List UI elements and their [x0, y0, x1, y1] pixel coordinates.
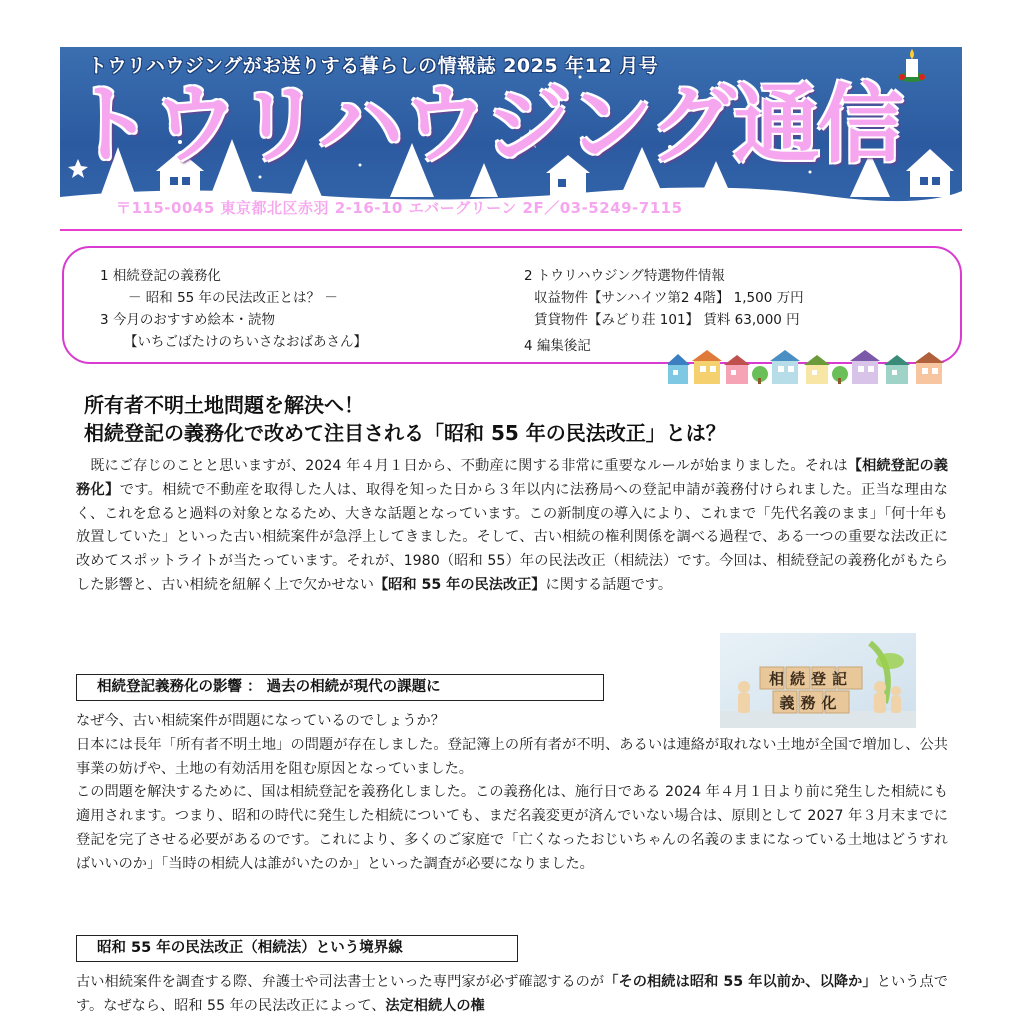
- photo-label-line-1: 相続登記: [768, 670, 854, 688]
- toc-item-3: 3 今月のおすすめ絵本・読物: [100, 312, 276, 328]
- section-2-bold-1: 「その相続は昭和 55 年以前か、以降か」: [604, 974, 877, 990]
- newsletter-title: トウリハウジング通信: [68, 75, 902, 175]
- headline-line-2: 相続登記の義務化で改めて注目される「昭和 55 年の民法改正」とは？: [84, 421, 726, 445]
- houses-illustration: [668, 350, 948, 384]
- toc-item-2: 2 トウリハウジング特選物件情報: [524, 268, 725, 284]
- section-1-body: なぜ今、古い相続案件が問題になっているのでしょうか？ 日本には長年「所有者不明土地」の問題が存在しました。登記簿上の所有者が不明、あるいは連絡が取れない土地が全国で増加し、公共事業の妨げや、土地の有効活用を阻む原因となっていました。 この問題を解決するために、国は相続登記を義務化しました。この義務化は、施行日である 2024 年４月１日より前に発生した相続にも適用されます。つまり、昭和の時代に発生した相続についても、まだ名義変更が済んでいない場合は、原則として 2027 年３月末までに登記を完了させる必要があるのです。これにより、多くのご家庭で「亡くなったおじいちゃんの名義のままになっている土地はどうすればいいのか」「当時の相続人は誰がいたのか」といった調査が必要になりました。: [76, 713, 948, 872]
- toc-item-1: 1 相続登記の義務化: [100, 268, 221, 284]
- toc-item-3-sub: 【いちごばたけのちいさなおばあさん】: [124, 334, 367, 350]
- section-2-bold-2: 法定相続人の権: [385, 997, 485, 1014]
- photo-label-line-2: 義務化: [779, 694, 843, 712]
- article-headline: [84, 391, 964, 447]
- toc-item-2-line1: 収益物件【サンハイツ第2 4階】 1,500 万円: [534, 290, 804, 306]
- toc-item-4: 4 編集後記: [524, 338, 591, 354]
- intro-text-3: に関する話題です。: [545, 576, 673, 593]
- company-address: 〒115-0045 東京都北区赤羽 2-16-10 エバーグリーン 2F／03-5249-7115: [116, 199, 683, 217]
- section-2-text-1: 古い相続案件を調査する際、弁護士や司法書士といった専門家が必ず確認するのが: [76, 974, 605, 990]
- section-1-heading: 相続登記義務化の影響 ： 過去の相続が現代の課題に: [76, 674, 604, 701]
- toc-item-1-sub: － 昭和 55 年の民法改正とは？ －: [128, 290, 338, 306]
- intro-paragraph: [76, 455, 948, 598]
- intro-text-2: です。相続で不動産を取得した人は、取得を知った日から３年以内に法務局への登記申請が義務付けられました。正当な理由なく、これを怠ると過料の対象となるため、大きな話題となっています。この新制度の導入により、これまで「先代名義のまま」「何十年も放置していた」といった古い相続案件が急浮上してきました。そして、古い相続の権利関係を調べる過程で、ある一つの重要な法改正に改めてスポットライトが当たっています。それが、1980（昭和 55）年の民法改正（相続法）です。今回は、相続登記の義務化がもたらした影響と、古い相続を紐解く上で欠かせない: [76, 481, 948, 593]
- intro-bold-1: 【相続登記の義務化】: [76, 458, 948, 498]
- newsletter-tagline: トウリハウジングがお送りする暮らしの情報誌 2025 年12 月号: [88, 55, 659, 77]
- table-of-contents: [62, 246, 962, 364]
- header-divider: [60, 229, 962, 231]
- header-banner: [60, 47, 962, 223]
- intro-bold-2: 【昭和 55 年の民法改正】: [373, 576, 546, 593]
- headline-line-1: 所有者不明土地問題を解決へ！: [84, 393, 364, 417]
- section-2-body: [76, 971, 948, 1019]
- section-2-text-2: という点です。なぜなら、昭和 55 年の民法改正によって、: [76, 974, 948, 1014]
- intro-text-1: 既にご存じのことと思いますが、2024 年４月１日から、不動産に関する非常に重要なルールが始まりました。それは: [90, 458, 848, 474]
- section-2-heading: 昭和 55 年の民法改正（相続法）という境界線: [76, 935, 518, 962]
- toc-item-2-line2: 賃貸物件【みどり荘 101】 賃料 63,000 円: [534, 312, 800, 328]
